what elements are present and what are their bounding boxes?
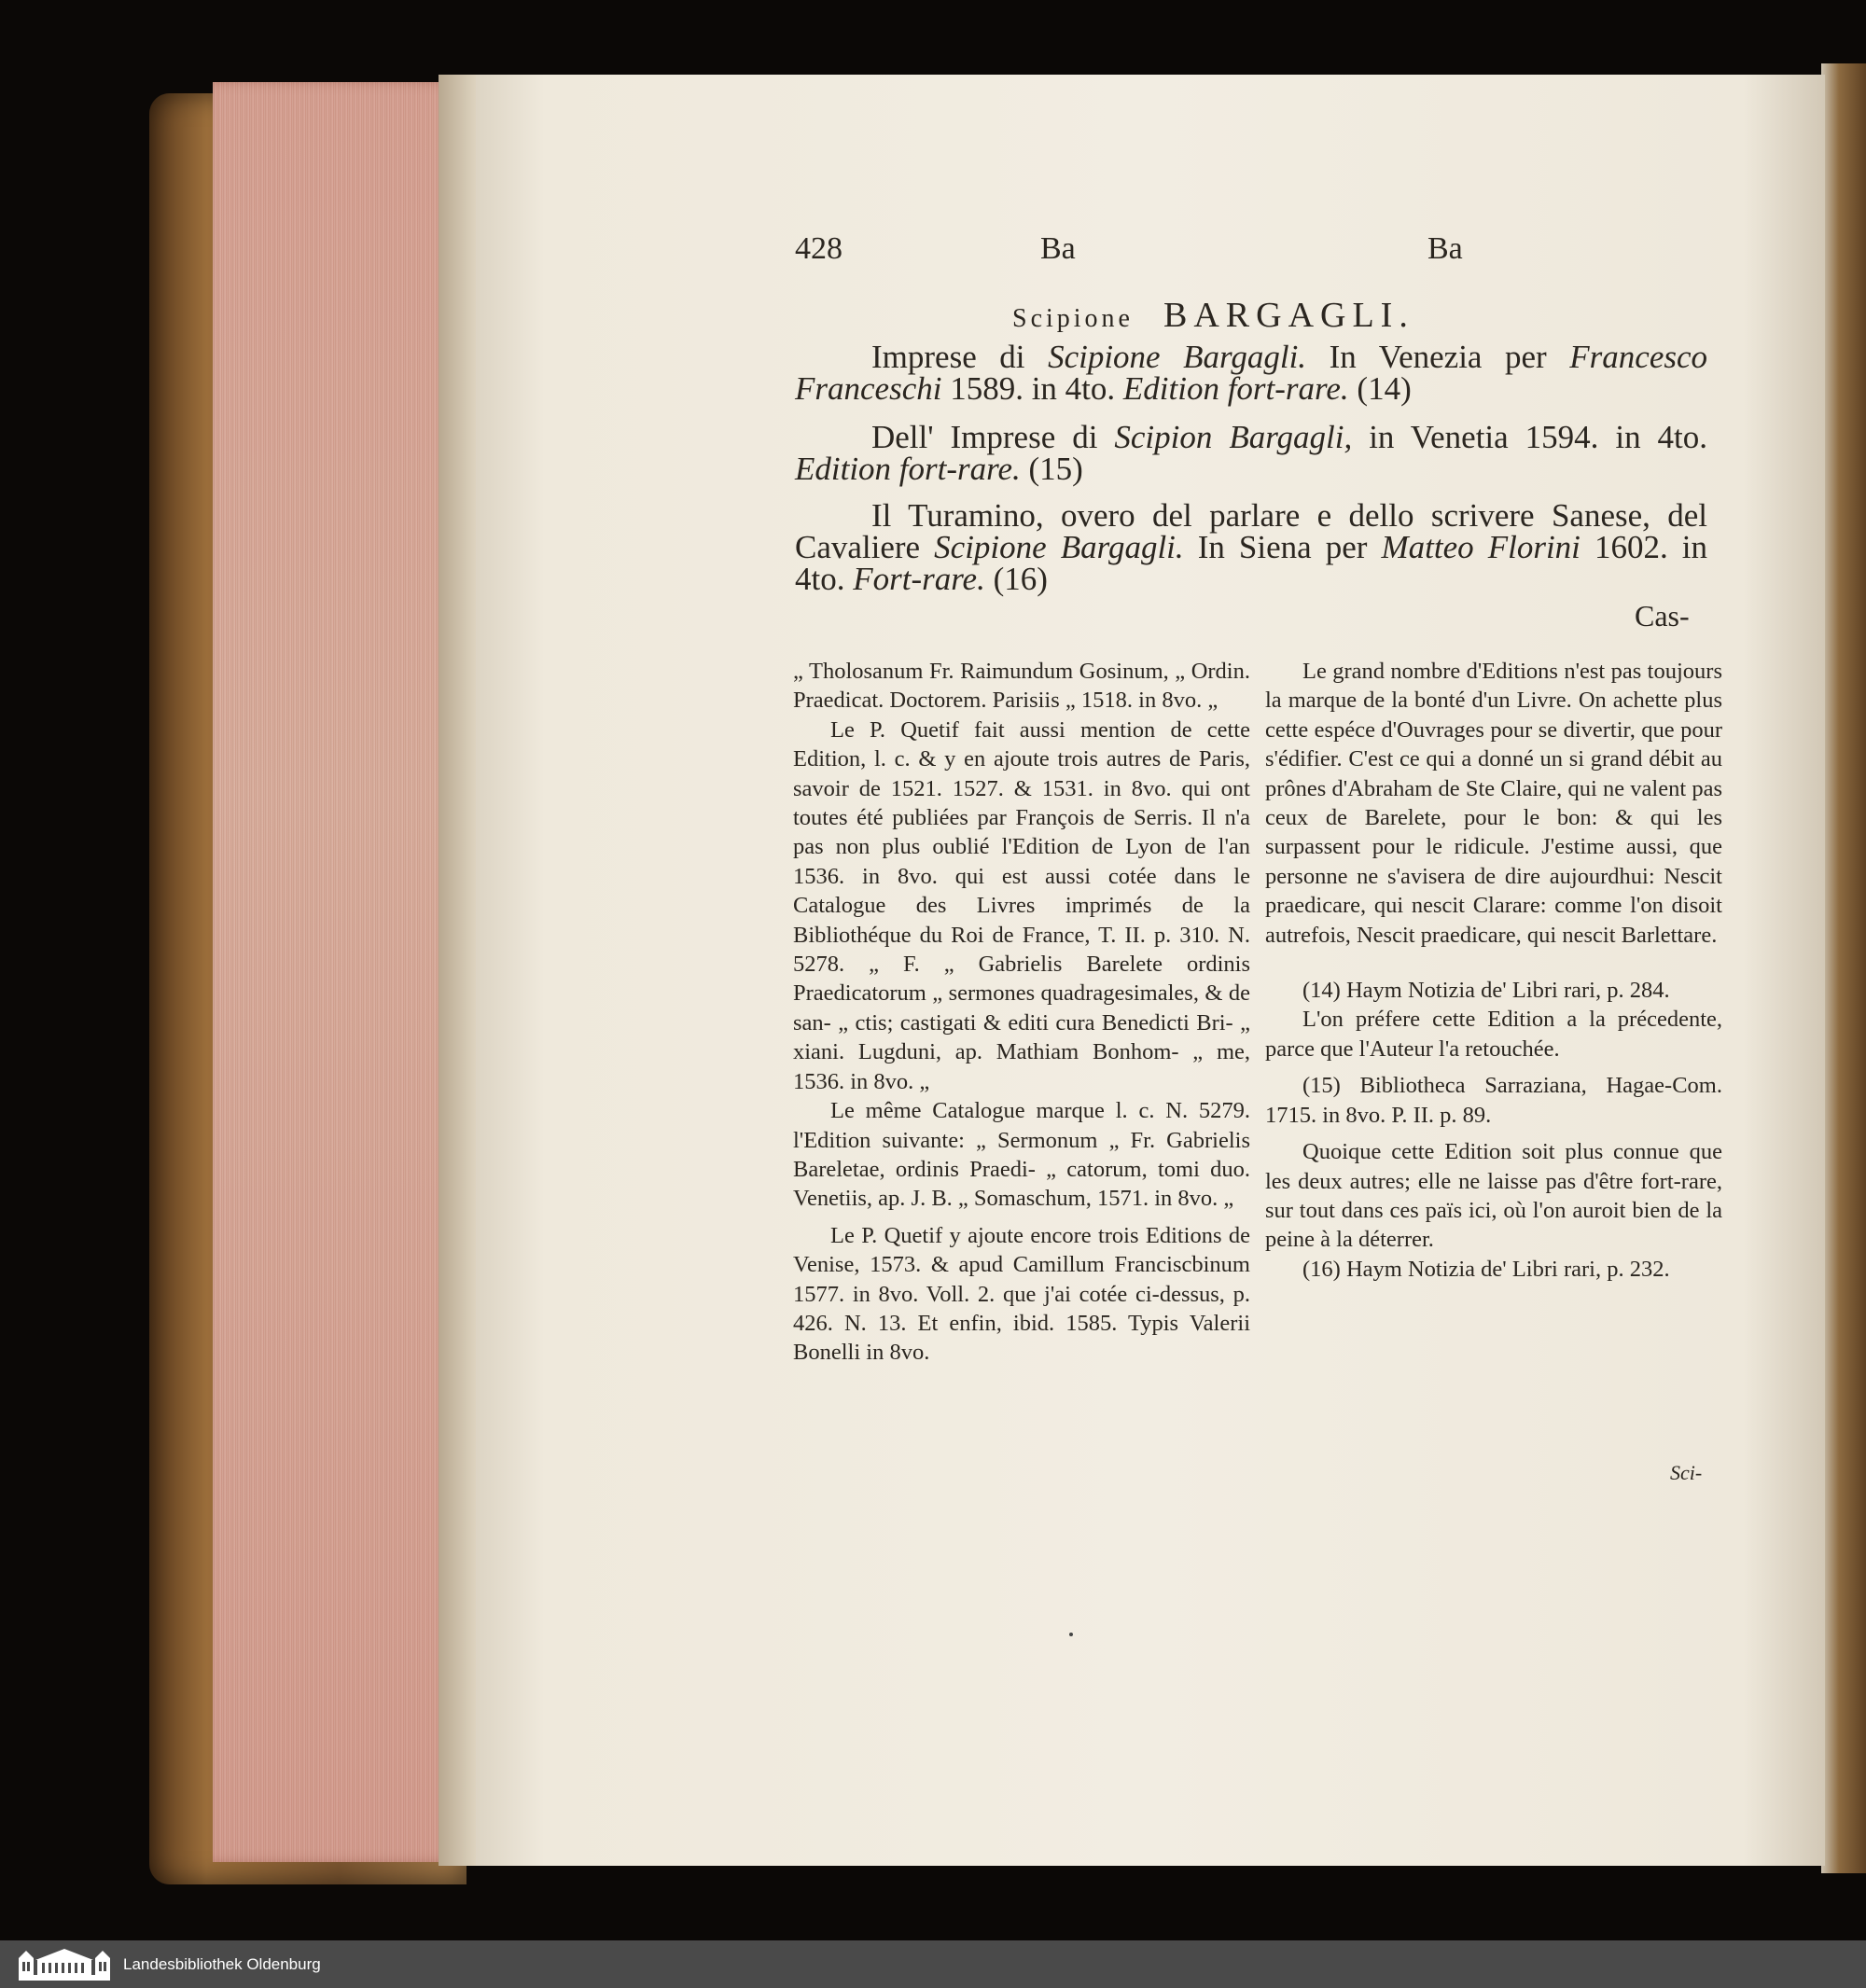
footnote: (16) Haym Notizia de' Libri rari, p. 232. xyxy=(1302,1256,1670,1282)
right-paragraph: Quoique cette Edition soit plus connue que les deux autres; elle ne laisse pas d'être fort-rare, sur tout dans ces païs ici, où l'on auroit bien de la peine à la déterrer. xyxy=(1265,1139,1722,1253)
left-paragraph: Le P. Quetif y ajoute encore trois Editions de Venise, 1573. & apud Camillum Franciscbinum 1577. in 8vo. Voll. 2. que j'ai cotée ci-dessus, p. 426. N. 13. Et enfin, ibid. 1585. Typis Valerii Bonelli in 8vo. xyxy=(793,1222,1250,1366)
right-paragraph: L'on préfere cette Edition a la précedente, parce que l'Auteur l'a retouchée. xyxy=(1265,1007,1722,1062)
footnote: (15) Bibliotheca Sarraziana, Hagae-Com. 1715. in 8vo. P. II. p. 89. xyxy=(1265,1073,1722,1128)
library-name: Landesbibliothek Oldenburg xyxy=(123,1954,321,1973)
library-footer-bar xyxy=(0,1940,1866,1988)
left-paragraph: „ Tholosanum Fr. Raimundum Gosinum, „ Ordin. Praedicat. Doctorem. Parisiis „ 1518. in 8vo. „ xyxy=(793,659,1250,714)
book-cover-right xyxy=(1821,63,1866,1873)
page-number: 428 xyxy=(795,231,842,266)
footnote: (14) Haym Notizia de' Libri rari, p. 284. xyxy=(1302,978,1670,1004)
left-paragraph: Le même Catalogue marque l. c. N. 5279. l'Edition suivante: „ Sermonum „ Fr. Gabrielis Bareletae, ordinis Praedi- „ catorum, tomi duo. Venetiis, ap. J. B. „ Somaschum, 1571. in 8vo. „ xyxy=(793,1098,1250,1212)
entry-turamino: Il Turamino, overo del parlare e dello scrivere Sanese, del Cavaliere Scipione Bargagli. In Siena per Matteo Florini 1602. in 4to. Fort-rare. (16) xyxy=(795,497,1707,597)
library-building-icon xyxy=(17,1947,112,1982)
running-head-right: Ba xyxy=(1427,231,1463,266)
page-gutter xyxy=(439,75,476,1866)
right-paragraph: Le grand nombre d'Editions n'est pas toujours la marque de la bonté d'un Livre. On achette plus cette espéce d'Ouvrages pour se divertir, que pour s'édifier. C'est ce qui a donné un si grand débit au prônes d'Abraham de Ste Claire, qui ne valent pas ceux de Barelete, pour le bon: & qui les surpassent pour le ridicule. J'estime aussi, que personne ne s'avisera de dire aujourdhui: Nescit praedicare, qui nescit Clarare: comme l'on disoit autrefois, Nescit praedicare, qui nescit Barlettare. xyxy=(1265,659,1722,948)
page-edges xyxy=(213,82,466,1862)
title-last-name: BARGAGLI. xyxy=(1163,296,1414,335)
entry-dell-imprese: Dell' Imprese di Scipion Bargagli, in Venetia 1594. in 4to. Edition fort-rare. (15) xyxy=(795,419,1707,487)
catchword-top: Cas- xyxy=(1635,599,1690,633)
left-paragraph: Le P. Quetif fait aussi mention de cette Edition, l. c. & y en ajoute trois autres de Paris, savoir de 1521. 1527. & 1531. in 8vo. qui ont toutes été publiées par François de Serris. Il n'a pas non plus oublié l'Edition de Lyon de l'an 1536. in 8vo. qui est aussi cotée dans le Catalogue des Livres imprimés de la Bibliothéque du Roi de France, T. II. p. 310. N. 5278. „ F. „ Gabrielis Barelete ordinis Praedicatorum „ sermones quadragesimales, & de san- „ ctis; castigati & editi cura Benedicti Bri- „ xiani. Lugduni, ap. Mathiam Bonhom- „ me, 1536. in 8vo. „ xyxy=(793,716,1250,1094)
section-title xyxy=(1012,295,1414,336)
ink-speck xyxy=(1069,1633,1073,1636)
entry-imprese: Imprese di Scipione Bargagli. In Venezia per Francesco Franceschi 1589. in 4to. Edition fort-rare. (14) xyxy=(795,339,1708,407)
title-first-name: Scipione xyxy=(1012,304,1134,333)
right-column xyxy=(1265,657,1722,1284)
catchword-bottom: Sci- xyxy=(1670,1461,1703,1484)
left-column xyxy=(793,657,1250,1368)
running-head-left: Ba xyxy=(1040,231,1076,266)
